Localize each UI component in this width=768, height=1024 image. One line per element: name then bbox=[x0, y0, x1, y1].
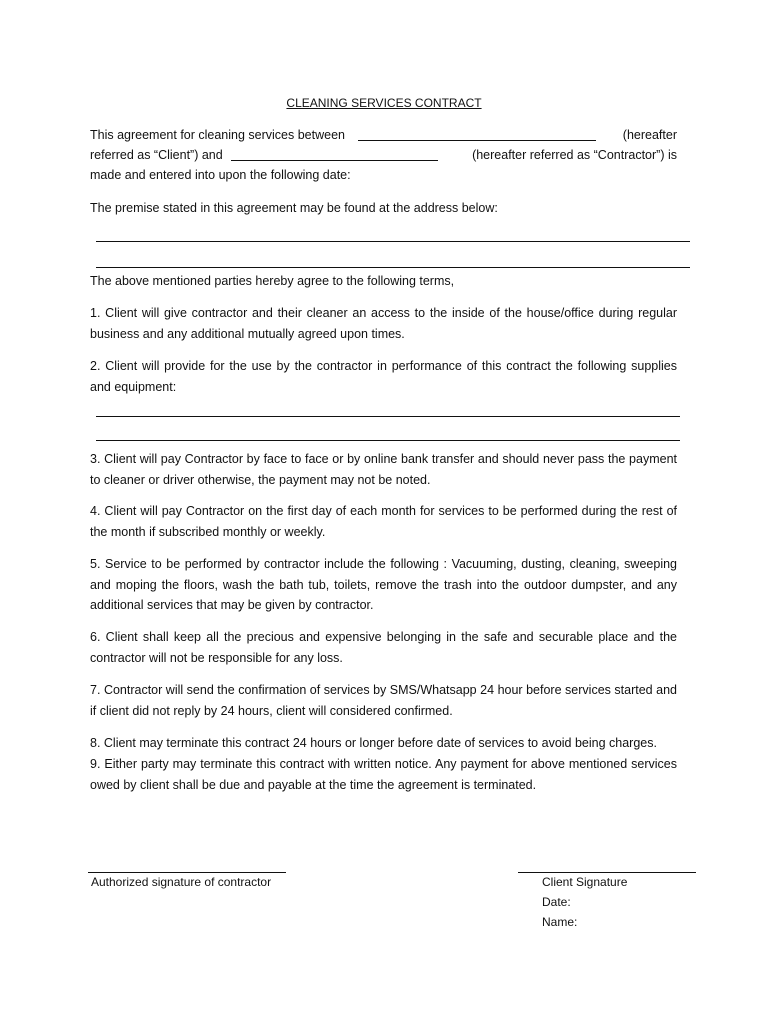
premise-text: The premise stated in this agreement may be found at the address below: bbox=[90, 201, 498, 215]
client-signature-label: Client Signature bbox=[542, 875, 628, 889]
intro-line-3 bbox=[90, 165, 677, 185]
document-title: CLEANING SERVICES CONTRACT bbox=[286, 96, 482, 110]
clause-4: 4. Client will pay Contractor on the first day of each month for services to be performed during the rest of the month if subscribed monthly or weekly. bbox=[90, 504, 677, 539]
clause-1: 1. Client will give contractor and their cleaner an access to the inside of the house/office during regular business and any additional mutually agreed upon times. bbox=[90, 306, 677, 341]
clause-9: 9. Either party may terminate this contract with written notice. Any payment for above mentioned services owed by client shall be due and payable at the time the agreement is terminated. bbox=[90, 757, 677, 792]
clause-8: 8. Client may terminate this contract 24 hours or longer before date of services to avoid being charges. bbox=[90, 736, 657, 750]
intro-text-1b: (hereafter bbox=[622, 128, 677, 142]
intro-text-2a: referred as “Client”) and bbox=[90, 148, 223, 162]
intro-line-2 bbox=[90, 145, 677, 165]
intro-line-1 bbox=[90, 125, 677, 145]
name-label: Name: bbox=[542, 915, 578, 929]
address-line-1 bbox=[96, 241, 690, 242]
supplies-line-2 bbox=[96, 440, 680, 441]
terms-intro: The above mentioned parties hereby agree to the following terms, bbox=[90, 274, 455, 288]
intro-text-1a: This agreement for cleaning services between bbox=[90, 128, 345, 142]
clause-5: 5. Service to be performed by contractor include the following : Vacuuming, dusting, cleaning, sweeping and moping the floors, wash the bath tub, toilets, remove the trash into the outdoor dumpster, and any additional services that may be given by contractor. bbox=[90, 557, 677, 612]
date-label: Date: bbox=[542, 895, 571, 909]
contractor-name-blank bbox=[231, 160, 438, 161]
intro-text-3: made and entered into upon the following date: bbox=[90, 168, 351, 182]
clause-3: 3. Client will pay Contractor by face to face or by online bank transfer and should never pass the payment to cleaner or driver otherwise, the payment may not be noted. bbox=[90, 452, 677, 487]
clause-6: 6. Client shall keep all the precious and expensive belonging in the safe and securable place and the contractor will not be responsible for any loss. bbox=[90, 630, 677, 665]
clause-7: 7. Contractor will send the confirmation of services by SMS/Whatsapp 24 hour before services started and if client did not reply by 24 hours, client will considered confirmed. bbox=[90, 683, 677, 718]
clause-2: 2. Client will provide for the use by the contractor in performance of this contract the following supplies and equipment: bbox=[90, 359, 677, 394]
address-line-2 bbox=[96, 267, 690, 268]
client-name-blank bbox=[358, 140, 596, 141]
contractor-signature-label: Authorized signature of contractor bbox=[91, 875, 272, 889]
intro-text-2b: (hereafter referred as “Contractor”) is bbox=[472, 148, 677, 162]
supplies-line-1 bbox=[96, 416, 680, 417]
